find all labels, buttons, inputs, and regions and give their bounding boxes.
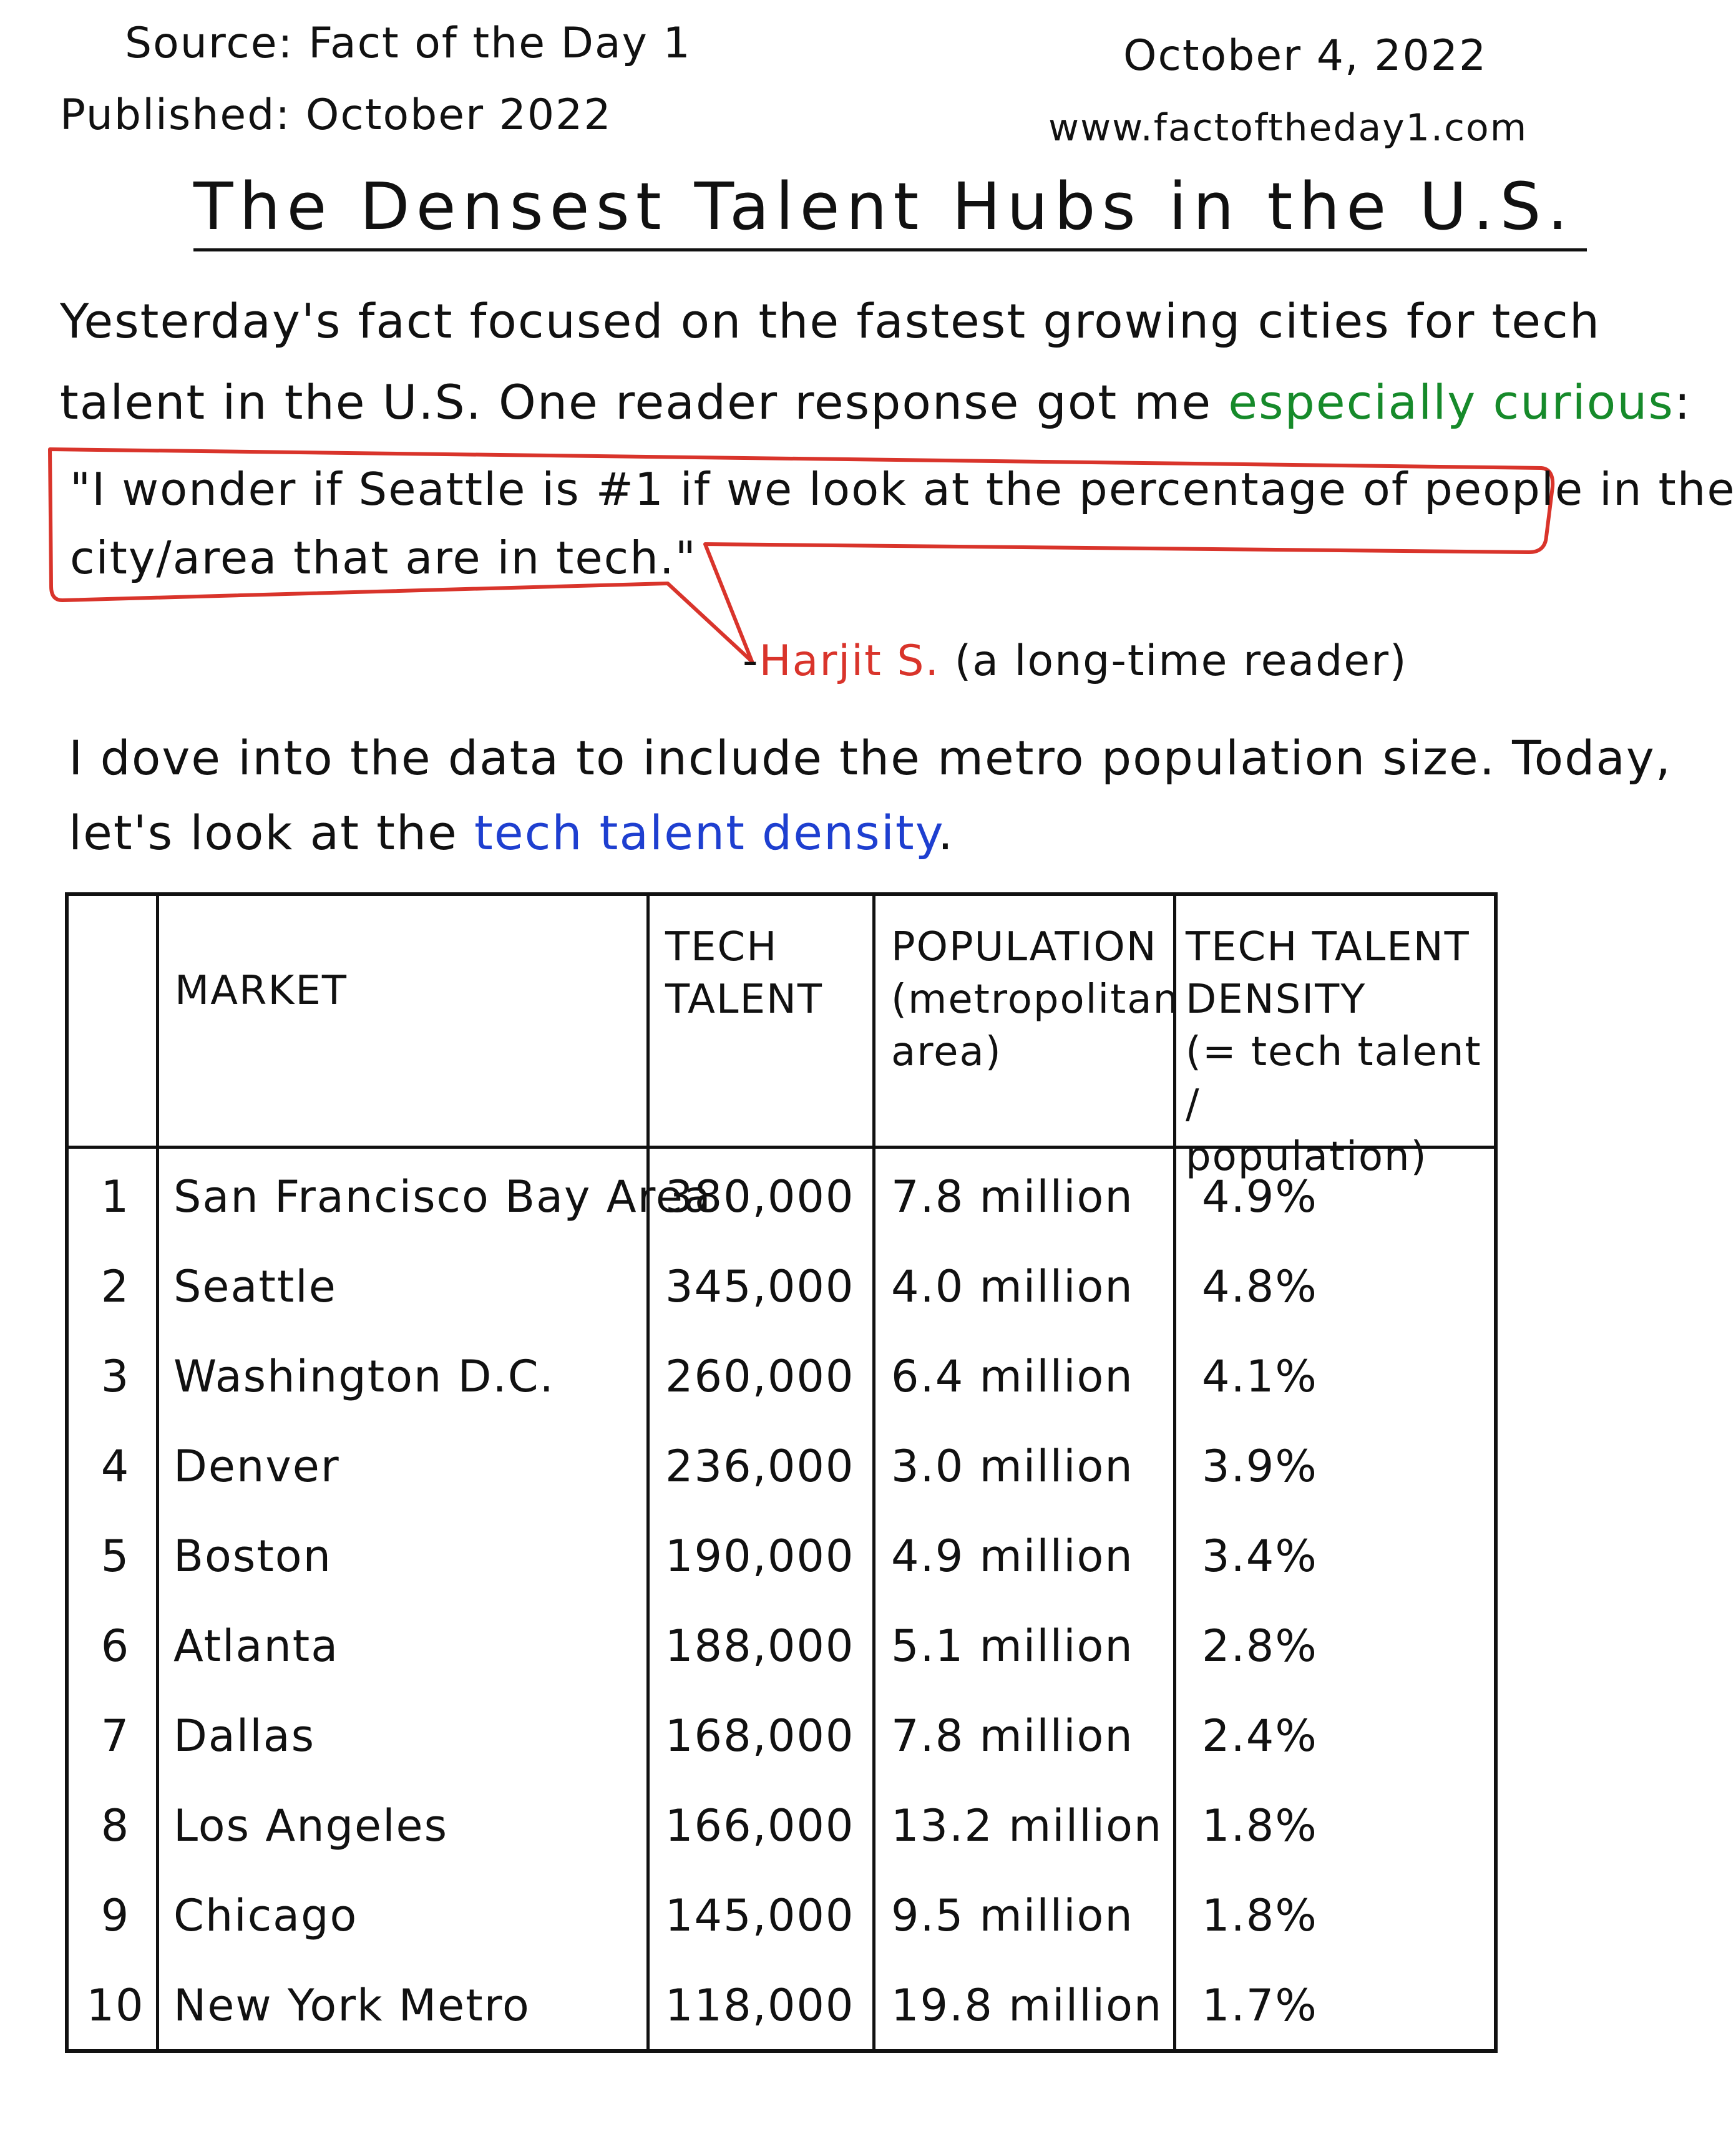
cell-market: San Francisco Bay Area: [173, 1171, 712, 1222]
table-row: [69, 1781, 1494, 1871]
table-row: [69, 1511, 1494, 1601]
cell-tech-talent: 236,000: [665, 1441, 855, 1492]
cell-density: 3.9%: [1202, 1441, 1318, 1492]
cell-density: 2.4%: [1202, 1710, 1318, 1761]
cell-rank: 10: [86, 1980, 145, 2031]
cell-density: 4.8%: [1202, 1261, 1318, 1312]
cell-tech-talent: 260,000: [665, 1351, 855, 1402]
cell-market: Atlanta: [173, 1620, 339, 1672]
attribution-name: Harjit S.: [759, 636, 940, 686]
header-tech-talent: TECH TALENT: [665, 924, 823, 1023]
cell-rank: 2: [100, 1261, 130, 1312]
date-line: October 4, 2022: [1123, 31, 1488, 80]
cell-density: 4.9%: [1202, 1171, 1318, 1222]
body-line-2: [69, 805, 954, 860]
body-line-2-suffix: .: [937, 805, 955, 860]
cell-density: 1.8%: [1202, 1890, 1318, 1941]
cell-market: Chicago: [173, 1890, 358, 1941]
header-population: POPULATION (metropolitan area): [891, 924, 1180, 1075]
table-row: [69, 1961, 1494, 2050]
cell-tech-talent: 188,000: [665, 1620, 855, 1672]
intro-highlight: especially curious: [1228, 374, 1675, 430]
cell-population: 6.4 million: [891, 1351, 1134, 1402]
table-row: [69, 1242, 1494, 1332]
cell-rank: 3: [100, 1351, 130, 1402]
cell-rank: 6: [100, 1620, 130, 1672]
cell-density: 2.8%: [1202, 1620, 1318, 1672]
intro-line-2-text: talent in the U.S. One reader response got me: [60, 374, 1229, 430]
cell-market: Washington D.C.: [173, 1351, 555, 1402]
cell-population: 9.5 million: [891, 1890, 1134, 1941]
attribution-dash: -: [743, 636, 759, 686]
cell-population: 7.8 million: [891, 1710, 1134, 1761]
table-row: [69, 1421, 1494, 1511]
table-row: [69, 1332, 1494, 1421]
table-row: [69, 1691, 1494, 1781]
quote-line-1: "I wonder if Seattle is #1 if we look at the percentage of people in the: [70, 463, 1736, 515]
body-line-2-text: let's look at the: [69, 805, 475, 860]
cell-tech-talent: 380,000: [665, 1171, 855, 1222]
cell-density: 3.4%: [1202, 1531, 1318, 1582]
cell-tech-talent: 345,000: [665, 1261, 855, 1312]
cell-rank: 9: [100, 1890, 130, 1941]
talent-density-table: [65, 892, 1498, 2053]
cell-market: Los Angeles: [173, 1800, 449, 1851]
cell-rank: 7: [100, 1710, 130, 1761]
cell-market: Dallas: [173, 1710, 316, 1761]
cell-market: Boston: [173, 1531, 332, 1582]
cell-rank: 8: [100, 1800, 130, 1851]
intro-line-2-suffix: :: [1674, 374, 1692, 430]
cell-population: 4.0 million: [891, 1261, 1134, 1312]
website-link[interactable]: www.factoftheday1.com: [1048, 106, 1528, 150]
cell-density: 4.1%: [1202, 1351, 1318, 1402]
cell-rank: 4: [100, 1441, 130, 1492]
cell-population: 5.1 million: [891, 1620, 1134, 1672]
body-line-1: I dove into the data to include the metro population size. Today,: [69, 730, 1672, 786]
attribution-note: (a long-time reader): [940, 636, 1408, 686]
cell-tech-talent: 118,000: [665, 1980, 855, 2031]
cell-density: 1.7%: [1202, 1980, 1318, 2031]
published-line: Published: October 2022: [60, 90, 612, 140]
cell-population: 19.8 million: [891, 1980, 1163, 2031]
header-density: TECH TALENT DENSITY (= tech talent / population): [1186, 924, 1482, 1180]
body-highlight: tech talent density: [474, 805, 938, 860]
cell-rank: 5: [100, 1531, 130, 1582]
cell-population: 4.9 million: [891, 1531, 1134, 1582]
cell-market: Seattle: [173, 1261, 337, 1312]
source-line: Source: Fact of the Day 1: [125, 19, 691, 68]
table-row: [69, 1601, 1494, 1691]
cell-population: 7.8 million: [891, 1171, 1134, 1222]
header-market: MARKET: [175, 968, 348, 1014]
cell-market: Denver: [173, 1441, 340, 1492]
cell-market: New York Metro: [173, 1980, 530, 2031]
page-title: The Densest Talent Hubs in the U.S.: [193, 168, 1587, 251]
cell-tech-talent: 145,000: [665, 1890, 855, 1941]
quote-line-2: city/area that are in tech.": [70, 532, 697, 584]
cell-rank: 1: [100, 1171, 130, 1222]
table-row: [69, 1871, 1494, 1961]
cell-population: 3.0 million: [891, 1441, 1134, 1492]
cell-tech-talent: 166,000: [665, 1800, 855, 1851]
cell-density: 1.8%: [1202, 1800, 1318, 1851]
table-row: [69, 1152, 1494, 1242]
quote-attribution: [743, 636, 1408, 686]
intro-line-1: Yesterday's fact focused on the fastest growing cities for tech: [60, 293, 1601, 349]
cell-population: 13.2 million: [891, 1800, 1163, 1851]
cell-tech-talent: 190,000: [665, 1531, 855, 1582]
quote-bubble: [0, 0, 1582, 699]
cell-tech-talent: 168,000: [665, 1710, 855, 1761]
